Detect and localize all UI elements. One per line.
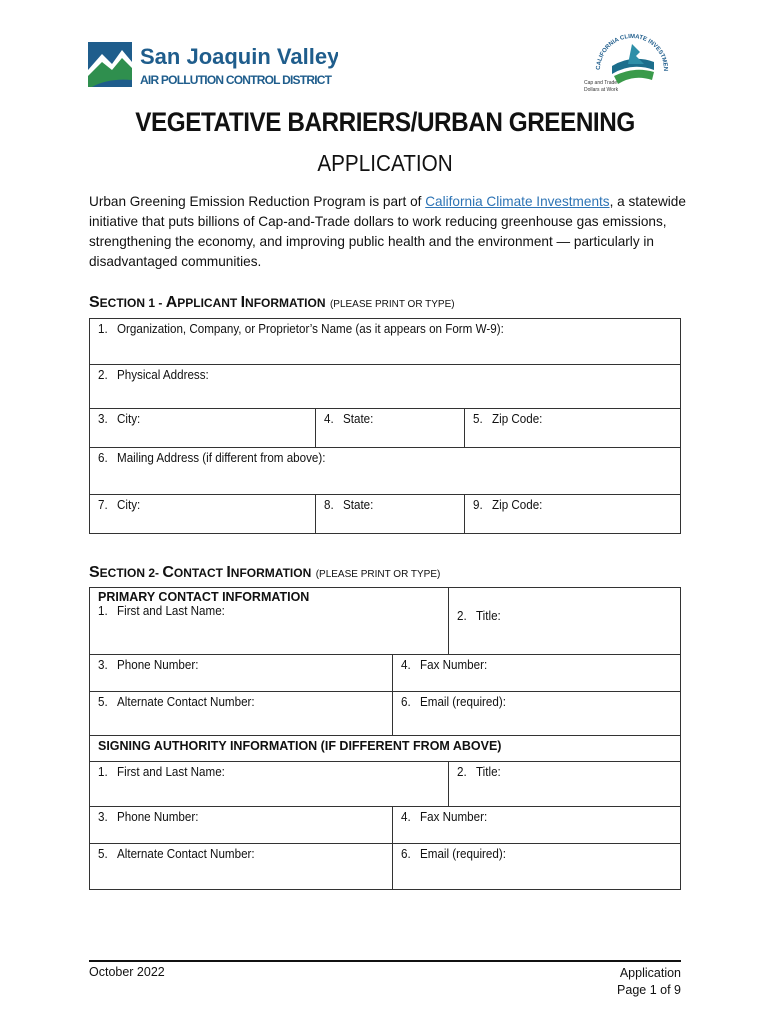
logo-tagline-2: Dollars at Work <box>584 87 619 93</box>
field-label: Fax Number: <box>419 658 487 672</box>
signing-phone[interactable] <box>90 807 393 844</box>
field-number: 8. <box>323 498 334 512</box>
field-number: 1. <box>98 604 108 618</box>
field-state[interactable] <box>315 409 465 448</box>
signing-email[interactable] <box>392 844 680 890</box>
section2-heading-part2: ONTACT <box>173 566 227 580</box>
logo-subtitle: AIR POLLUTION CONTROL DISTRICT <box>140 73 332 87</box>
field-label: Zip Code: <box>492 498 543 512</box>
primary-contact-heading: PRIMARY CONTACT INFORMATION <box>98 590 310 604</box>
footer-doc-name: Application <box>619 966 681 980</box>
section2-heading-s: S <box>89 564 100 581</box>
section1-heading-i: I <box>240 294 246 311</box>
field-number: 9. <box>473 498 484 512</box>
field-number: 3. <box>98 412 108 426</box>
field-number: 6. <box>98 451 108 465</box>
intro-paragraph <box>89 192 689 272</box>
field-mailing-address[interactable] <box>90 448 681 495</box>
field-label: Email (required): <box>419 847 506 861</box>
cci-logo <box>578 26 674 100</box>
field-label: Organization, Company, or Proprietor’s Name (as it appears on Form W-9): <box>117 322 504 336</box>
field-mailing-zip[interactable] <box>465 495 681 534</box>
primary-first-last-name[interactable] <box>90 588 449 655</box>
field-label: First and Last Name: <box>117 604 225 618</box>
field-label: State: <box>342 498 373 512</box>
california-climate-investments-logo-icon <box>578 26 674 100</box>
section2-heading-c: C <box>162 564 174 581</box>
signing-authority-heading: SIGNING AUTHORITY INFORMATION (IF DIFFERENT FROM ABOVE) <box>98 739 502 753</box>
field-label: Zip Code: <box>492 412 543 426</box>
field-number: 6. <box>400 695 411 709</box>
section1-heading-part2: PPLICANT <box>177 296 241 310</box>
field-number: 4. <box>400 810 411 824</box>
field-number: 1. <box>98 322 108 336</box>
logo-arc-text: CALIFORNIA CLIMATE INVESTMEN <box>595 33 669 72</box>
footer-date: October 2022 <box>89 965 165 979</box>
section1-heading-a: A <box>165 294 178 311</box>
contact-info-table <box>89 587 681 890</box>
field-number: 5. <box>473 412 484 426</box>
page-title: VEGETATIVE BARRIERS/URBAN GREENING <box>135 107 635 137</box>
field-number: 7. <box>98 498 108 512</box>
field-number: 5. <box>98 847 108 861</box>
field-number: 3. <box>98 658 108 672</box>
field-number: 5. <box>98 695 108 709</box>
field-number: 4. <box>400 658 411 672</box>
field-label: State: <box>342 412 373 426</box>
mountain-river-logo-icon <box>88 40 338 90</box>
field-label: Alternate Contact Number: <box>117 847 255 861</box>
section2-heading <box>89 564 440 582</box>
page-subtitle: APPLICATION <box>317 150 453 176</box>
field-label: Phone Number: <box>117 658 199 672</box>
field-label: Phone Number: <box>117 810 199 824</box>
signing-authority-heading-row <box>90 736 681 762</box>
field-number: 4. <box>323 412 334 426</box>
field-label: Alternate Contact Number: <box>117 695 255 709</box>
footer-divider <box>89 960 681 962</box>
field-number: 2. <box>457 609 468 623</box>
field-label: City: <box>117 498 141 512</box>
section2-heading-part1: ECTION 2- <box>99 566 163 580</box>
section1-heading-s: S <box>89 294 100 311</box>
primary-title[interactable] <box>449 588 681 655</box>
field-label: Fax Number: <box>419 810 487 824</box>
sjv-logo <box>88 40 338 90</box>
field-label: Title: <box>476 765 502 779</box>
field-label: Physical Address: <box>117 368 209 382</box>
primary-phone[interactable] <box>90 655 393 692</box>
section1-heading-part3: NFORMATION <box>245 296 326 310</box>
field-city[interactable] <box>90 409 316 448</box>
field-mailing-city[interactable] <box>90 495 316 534</box>
field-label: Mailing Address (if different from above): <box>117 451 326 465</box>
field-number: 2. <box>98 368 108 382</box>
section2-note: (PLEASE PRINT OR TYPE) <box>315 569 441 580</box>
intro-text-start: Urban Greening Emission Reduction Program is part of <box>89 194 426 209</box>
primary-alternate-number[interactable] <box>90 692 393 736</box>
signing-alternate-number[interactable] <box>90 844 393 890</box>
signing-first-last-name[interactable] <box>90 762 449 807</box>
footer-page-info <box>617 965 681 999</box>
section2-heading-i: I <box>226 564 231 581</box>
field-org-name[interactable] <box>90 319 681 365</box>
field-label: First and Last Name: <box>117 765 225 779</box>
field-label: City: <box>117 412 141 426</box>
signing-title[interactable] <box>449 762 681 807</box>
field-mailing-state[interactable] <box>315 495 465 534</box>
field-zip[interactable] <box>465 409 681 448</box>
field-number: 6. <box>400 847 411 861</box>
primary-fax[interactable] <box>392 655 680 692</box>
section1-note: (PLEASE PRINT OR TYPE) <box>329 299 455 310</box>
field-number: 3. <box>98 810 108 824</box>
signing-fax[interactable] <box>392 807 680 844</box>
section2-heading-part3: NFORMATION <box>230 566 312 580</box>
field-label: Email (required): <box>419 695 506 709</box>
intro-text-end: , a statewide initiative that puts billions of Cap-and-Trade dollars to work reducing greenhouse gas emissions, strengthening the economy, and improving public health and the environment — particularly in disadvantaged communities. <box>89 194 686 269</box>
field-number: 2. <box>457 765 468 779</box>
primary-email[interactable] <box>392 692 680 736</box>
field-physical-address[interactable] <box>90 365 681 409</box>
section1-heading <box>89 294 455 312</box>
field-label: Title: <box>476 609 502 623</box>
logo-tagline-1: Cap and Trade <box>584 80 618 86</box>
logo-name: San Joaquin Valley <box>140 44 338 69</box>
section1-heading-part1: ECTION 1 - <box>99 296 166 310</box>
applicant-info-table <box>89 318 681 534</box>
footer-page-number: Page 1 of 9 <box>617 983 681 997</box>
cci-link[interactable]: California Climate Investments <box>425 194 610 209</box>
field-number: 1. <box>98 765 108 779</box>
